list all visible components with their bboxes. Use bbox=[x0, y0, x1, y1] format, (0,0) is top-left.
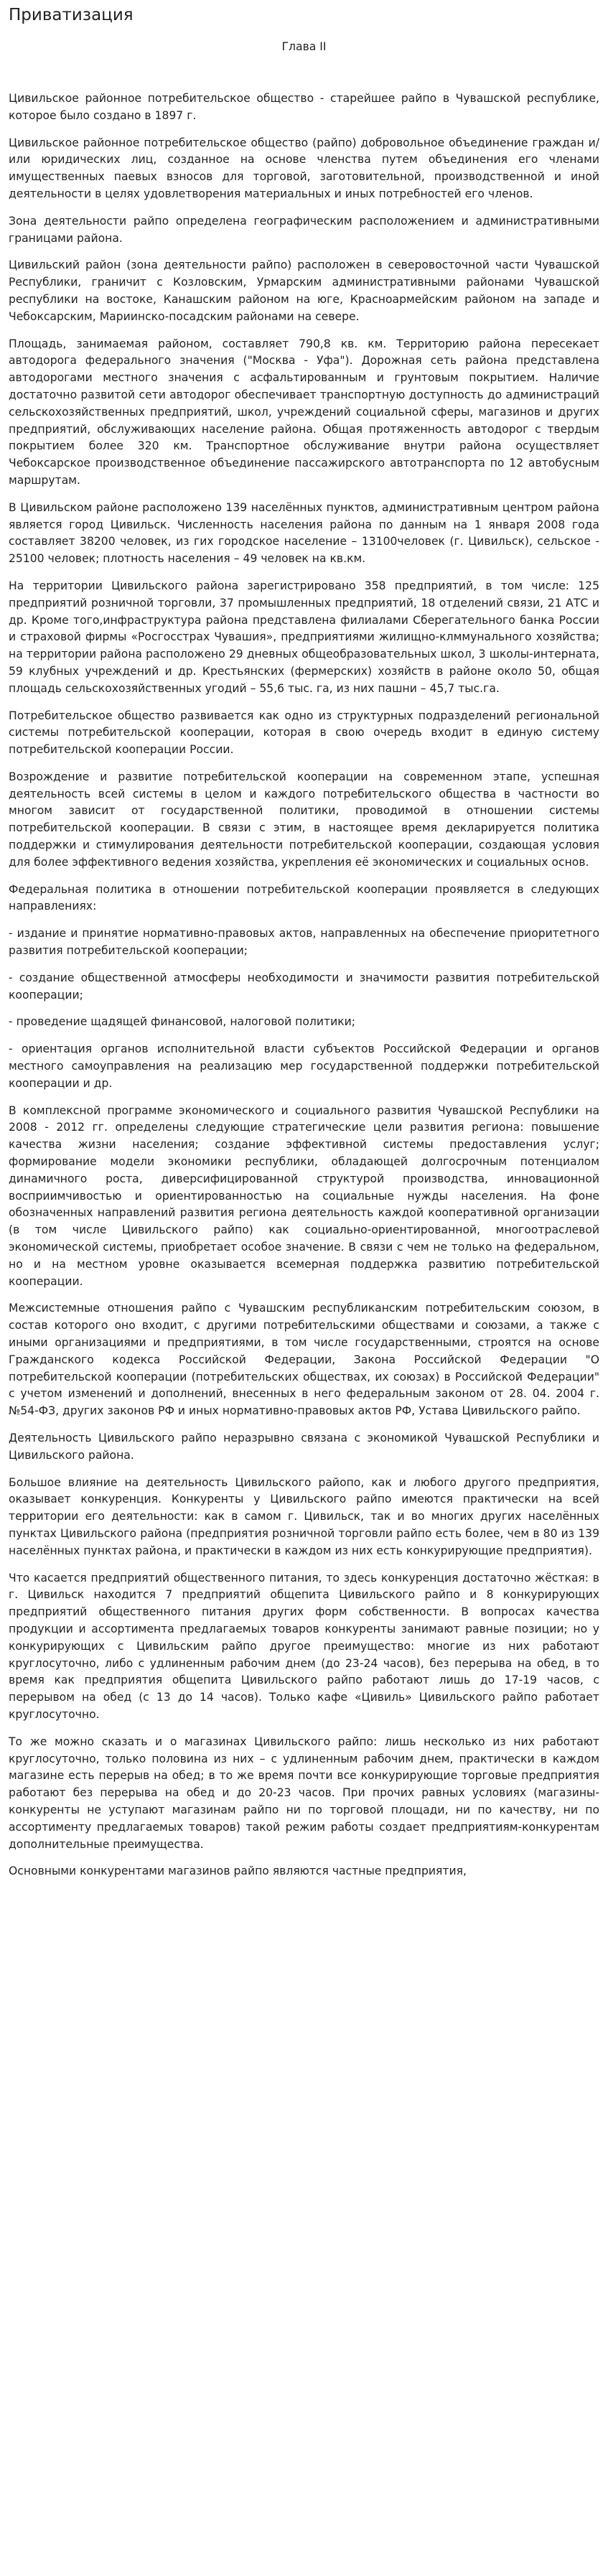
list-item-4: - ориентация органов исполнительной власти субъектов Российской Федерации и органов местного самоуправления на реализацию мер государственной поддержки потребительской кооперации и др. bbox=[9, 1042, 599, 1090]
paragraph-4: Цивильский район (зона деятельности райпо) расположен в северовосточной части Чувашской Республики, граничит с Козловским, Урмарским административными районами Чувашской республики на востоке, Канашским районом на юге, Красноармейским районом на западе и Чебоксарским, Мариинско-посадским районами на севере. bbox=[9, 258, 599, 323]
paragraph-7: На территории Цивильского района зарегистрировано 358 предприятий, в том числе: 125 предприятий розничной торговли, 37 промышленных предприятий, 18 отделений связи, 21 АТС и др. Кроме того,инфраструктура района представлена филиалами Сберегательного банка России и страховой фирмы «Росгосстрах Чувашия», предприятиями жилищно-клммунального хозяйства; на территории района расположено 29 дневных общеобразовательных школ, 3 школы-интерната, 59 клубных учреждений и др. Крестьянских (фермерских) хозяйств в районе около 50, общая площадь сельскохозяйственных угодий – 55,6 тыс. га, из них пашни – 45,7 тыс.га. bbox=[9, 579, 599, 695]
paragraph-17: Основными конкурентами магазинов райпо являются частные предприятия, bbox=[9, 1865, 467, 1878]
paragraph-12: Межсистемные отношения райпо с Чувашским республиканским потребительским союзом, в состав которого оно входит, с другими потребительскими обществами и союзами, а также с иными организациями и предприятиями, в том числе государственными, строятся на основе Гражданского кодекса Российской Федерации, Закона Российской Федерации "О потребительской кооперации (потребительских обществах, их союзах) в Российской Федерации" с учетом изменений и дополнений, внесенных в него федеральным законом от 28. 04. 2004 г. №54-ФЗ, других законов РФ и иных нормативно-правовых актов РФ, Устава Цивильского райпо. bbox=[9, 1302, 599, 1418]
paragraph-1: Цивильское районное потребительское общество - старейшее райпо в Чувашской республике, которое было создано в 1897 г. bbox=[9, 92, 599, 122]
paragraph-6: В Цивильском районе расположено 139 населённых пунктов, административным центром района является город Цивильск. Численность населения района по данным на 1 января 2008 года составляет 38200 человек, из гих городское население – 13100человек (г. Цивильск), сельское - 25100 человек; плотность населения – 49 человек на кв.км. bbox=[9, 500, 599, 566]
paragraph-9: Возрождение и развитие потребительской кооперации на современном этапе, успешная деятельность всей системы в целом и каждого потребительского общества в частности во многом зависит от государственной политики, проводимой в отношении системы потребительской кооперации. В связи с этим, в настоящее время декларируется политика поддержки и стимулирования деятельности потребительской кооперации, создающая условия для более эффективного ведения хозяйства, укрепления её экономических и социальных основ. bbox=[9, 770, 599, 869]
list-item-1: - издание и принятие нормативно-правовых актов, направленных на обеспечение приоритетного развития потребительской кооперации; bbox=[9, 927, 599, 958]
paragraph-8: Потребительское общество развивается как одно из структурных подразделений региональной системы потребительской кооперации, которая в свою очередь входит в единую систему потребительской кооперации России. bbox=[9, 709, 599, 757]
paragraph-14: Большое влияние на деятельность Цивильского райопо, как и любого другого предприятия, оказывает конкуренция. Конкуренты у Цивильского райпо имеются практически на всей территории его деятельности: как в самом г. Цивильск, так и во многих других населённых пунктах Цивильского района (предприятия розничной торговли райпо есть более, чем в 80 из 139 населённых пунктах района, и практически в каждом из них есть конкурирующие предприятия). bbox=[9, 1475, 599, 1557]
paragraph-10: Федеральная политика в отношении потребительской кооперации проявляется в следующих направлениях: bbox=[9, 882, 599, 913]
paragraph-16: То же можно сказать и о магазинах Цивильского райпо: лишь несколько из них работают круглосуточно, только половина из них – с удлиненным рабочим днем, практически в каждом магазине есть перерыв на обед; в то же время почти все конкурирующие торговые предприятия работают без перерыва на обед и до 20-23 часов. При прочих равных условиях (магазины-конкуренты не уступают магазинам райпо ни по торговой площади, ни по качеству, ни по ассортименту предлагаемых товаров) такой режим работы создает предприятиям-конкурентам дополнительные преимущества. bbox=[9, 1735, 599, 1851]
paragraph-11: В комплексной программе экономического и социального развития Чувашской Республики на 2008 - 2012 гг. определены следующие стратегические цели развития региона: повышение качества жизни населения; создание эффективной системы предоставления услуг; формирование модели экономики республики, обладающей долгосрочным потенциалом динамичного роста, диверсифицированной структурой производства, инновационной восприимчивостью и ориентированностью на социальные нужды населения. На фоне обозначенных направлений развития региона деятельность каждой кооперативной организации (в том числе Цивильского райпо) как социально-ориентированной, многоотраслевой экономической системы, приобретает особое значение. В связи с чем не только на федеральном, но и на местном уровне оказывается всемерная поддержка развитию потребительской кооперации. bbox=[9, 1103, 599, 1288]
paragraph-15: Что касается предприятий общественного питания, то здесь конкуренция достаточно жёсткая: в г. Цивильск находится 7 предприятий общепита Цивильского райпо и 8 конкурирующих предприятий общественного питания других форм собственности. В вопросах качества продукции и ассортимента предлагаемых товаров конкуренты занимают равные позиции; но у конкурирующих с Цивильским райпо другое преимущество: многие из них работают круглосуточно, либо с удлиненным рабочим днем (до 23-24 часов), без перерыва на обед, в то время как предприятия общепита Цивильского райпо работают лишь до 17-19 часов, с перерывом на обед (с 13 до 14 часов). Только кафе «Цивиль» Цивильского райпо работает круглосуточно. bbox=[9, 1571, 599, 1721]
paragraph-2: Цивильское районное потребительское общество (райпо) добровольное объединение граждан и/или юридических лиц, созданное на основе членства путем объединения его членами имущественных паевых взносов для торговой, заготовительной, производственной и иной деятельности в целях удовлетворения материальных и иных потребностей его членов. bbox=[9, 136, 599, 200]
paragraph-13: Деятельность Цивильского райпо неразрывно связана с экономикой Чувашской Республики и Цивильского района. bbox=[9, 1431, 599, 1462]
list-item-3: - проведение щадящей финансовой, налоговой политики; bbox=[9, 1015, 356, 1029]
paragraph-3: Зона деятельности райпо определена географическим расположением и административными границами района. bbox=[9, 214, 599, 245]
paragraph-5: Площадь, занимаемая районом, составляет 790,8 кв. км. Территорию района пересекает автодорога федерального значения ("Москва - Уфа"). Дорожная сеть района представлена автодорогами местного значения с асфальтированным и грунтовым покрытием. Наличие достаточно развитой сети автодорог обеспечивает транспортную доступность до администраций сельскохозяйственных предприятий, школ, учреждений социальной сферы, магазинов и других предприятий, обслуживающих население района. Общая протяженность автодорог с твердым покрытием более 320 км. Транспортное обслуживание внутри района осуществляет Чебоксарское производственное объединение пассажирского автотранспорта по 12 автобусным маршрутам. bbox=[9, 337, 599, 487]
chapter-heading: Глава II bbox=[281, 40, 327, 53]
list-item-2: - создание общественной атмосферы необходимости и значимости развития потребительской кооперации; bbox=[9, 971, 599, 1002]
document-body bbox=[9, 90, 599, 1880]
page-title: Приватизация bbox=[9, 6, 134, 24]
